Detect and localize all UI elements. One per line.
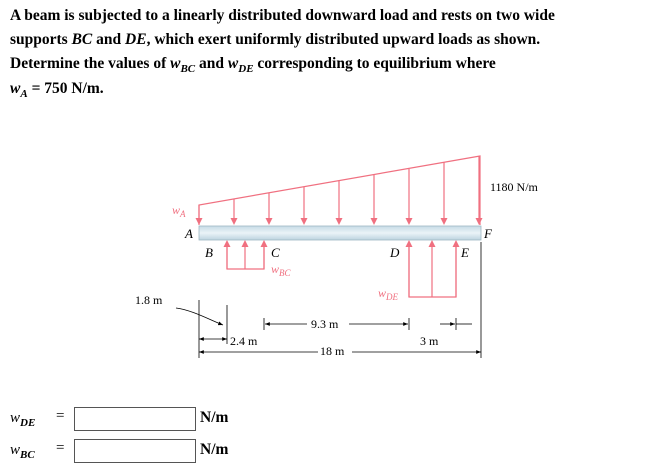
- problem-line-4: $w_A = 750$ N/m.: [10, 80, 104, 100]
- wbc-label: $w_{BC}$: [271, 262, 291, 278]
- answer-row-wde: [0, 407, 320, 433]
- dim-1-8-label: 1.8 m: [135, 293, 163, 307]
- beam: [199, 226, 481, 240]
- dim-3-label: 3 m: [420, 334, 439, 348]
- problem-line-2: supports BC and DE, which exert uniformly distributed upward loads as shown.: [10, 31, 541, 48]
- dim-9-3-label: 9.3 m: [311, 317, 339, 331]
- wbc-unit: N/m: [200, 441, 229, 458]
- equals-sign: =: [56, 408, 65, 424]
- support-de-load: [406, 240, 460, 297]
- wde-label: $w_{DE}$: [378, 286, 399, 302]
- answer-row-wbc: [0, 439, 320, 465]
- wde-unit: N/m: [200, 409, 229, 426]
- dim-2-4-label: 2.4 m: [230, 334, 258, 348]
- dim-18-label: 18 m: [320, 344, 345, 358]
- load-right-label: 1180 N/m: [490, 180, 538, 194]
- problem-line-3: Determine the values of $w_{BC}$ and $w_{DE}$ corresponding to equilibrium where: [10, 55, 496, 75]
- point-b-label: B: [205, 245, 213, 260]
- point-f-label: F: [484, 226, 492, 241]
- wde-input[interactable]: [74, 407, 196, 431]
- wde-answer-label: $w_{DE}$: [10, 410, 36, 429]
- wbc-input[interactable]: [74, 439, 196, 463]
- point-c-label: C: [271, 245, 280, 260]
- point-e-label: E: [461, 245, 469, 260]
- wbc-answer-label: $w_{BC}$: [10, 442, 35, 461]
- point-d-label: D: [390, 245, 400, 260]
- point-a-label: A: [185, 226, 193, 241]
- support-bc-load: [224, 240, 268, 269]
- equals-sign: =: [56, 440, 65, 456]
- problem-line-1: A beam is subjected to a linearly distributed downward load and rests on two wide: [10, 7, 555, 24]
- distributed-load: [196, 156, 483, 225]
- wa-label: $w_A$: [172, 203, 186, 219]
